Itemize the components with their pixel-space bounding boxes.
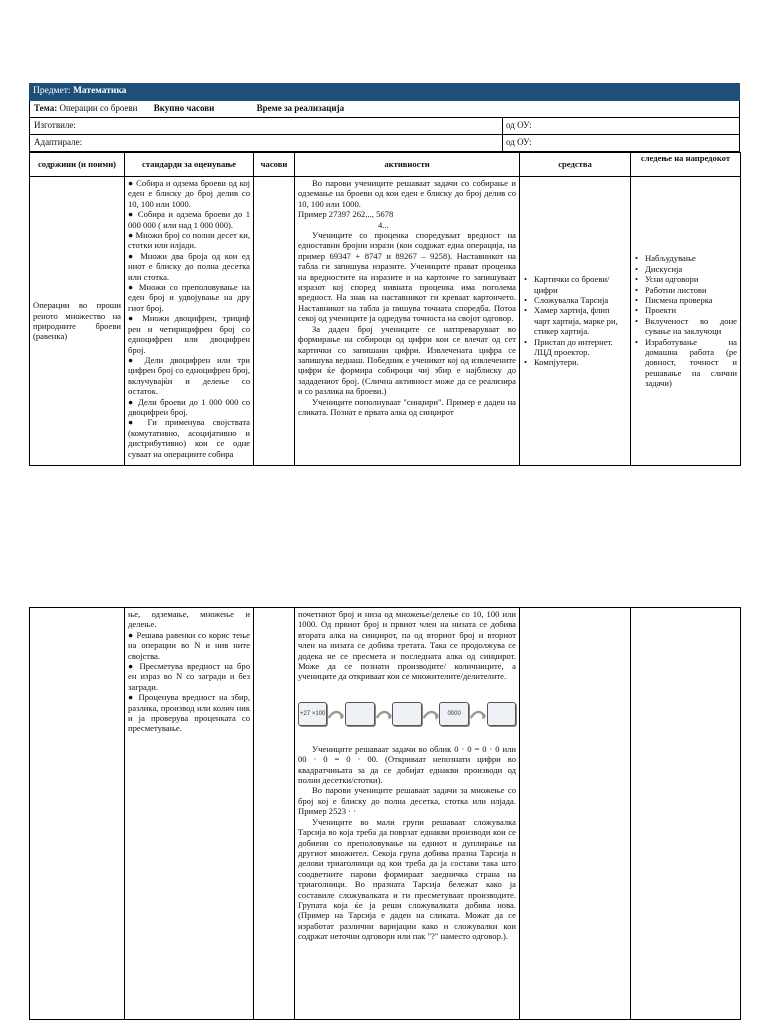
row-divider [502,117,503,135]
activity-paragraph: Во парови учениците решаваат задачи со собирање и одземање на броеви од кои еден е блиску до број делив со 10, 100 или 1000. [298,178,516,209]
resource-item: • Хамер хартија, флип чарт хартија, марке ри, стикер хартија. [534,305,627,336]
standard-item: ● Дели броеви до 1 000 000 со двоцифрен број. [128,396,250,417]
activity-example-cont: 4... [378,219,389,230]
standard-item: ● Решава равенки со корис тење на операции во N и нив ните својства. [128,629,250,661]
progress-item: • Проекти [645,305,737,315]
activity-example: Пример 27397 262..., 5678 [298,209,394,220]
standards-cell-continued [125,608,254,1020]
activity-paragraph: Во парови учениците решаваат задачи за множење со број кој е блиску до полна десетка, стотка или илјада. Пример 2523 · · [298,785,516,817]
col-header-activities: активности [295,153,520,177]
progress-item: • Изработување на домашна работа (ре довност, точност и решавање на слични задачи) [645,337,737,389]
chain-card: 0000 [439,702,468,726]
standard-item: ● Ги применува својствата (комутативно, асоцијативно и дистрибутивно) кои се одне суваат на операциите собира [128,417,250,459]
prepared-row [29,118,740,135]
activity-paragraph: Учениците решаваат задачи во облик 0 · 0 = 0 · 0 или 00 · 0 = 0 · 00. (Откриваат непознати цифри во квадратчињата за да се добијат еднакви производи од полни десетки/стотки). [298,743,516,786]
standard-item: ● Собира и одзема броеви од кој еден е блиску до број делив со 10, 100 или 1000. [128,178,250,209]
col-header-content: содржини (и поими) [30,153,125,177]
topic-row [29,101,740,118]
topic-label: Тема: [34,103,58,113]
total-hours-label: Вкупно часови [153,103,215,113]
chain-card [392,702,421,726]
resources-cell-continued [520,608,631,1020]
adapted-row [29,135,740,152]
standard-item: ● Множи двоцифрен, трициф рен и четирицифрен број со едноцифрен или двоцифрен број. [128,313,250,355]
subject-value: Математика [72,86,127,96]
topic-value: Операции со броеви [59,103,138,113]
table-body-row [30,177,741,466]
subject-header-bar [29,83,740,101]
activity-paragraph: Учениците во мали групи решаваат сложувалка Тарсија во која треба да поврзат еднакви производи кои се добиени со преполовување на едниот и дуплирање на другиот множител. Секоја група добива празна Тарсија и делови триаголници од кои треба да ја состави така што соодветните парови формираат заедничка страна на триаголници. Во празната Тарсија бележат како ја составиле сложувалката и ги пресметуваат производите. Групата која ќе ја реши сложувалката добива нова. (Пример на Тарсија е даден на сликата. Можат да се изработат различни варијации како и сложувалки кои содржат неточни одговори или пак "?" наместо одговор.). [298,816,516,942]
progress-cell-continued [631,608,741,1020]
standard-item: ● Проценува вредност на збир, разлика, производ или колич ник и ја проверува проценката со пресметување. [128,692,250,734]
curved-arrow-icon [375,705,393,723]
content-cell-continued [30,608,125,1020]
col-header-resources: средства [520,153,631,177]
progress-item: • Дискусија [645,264,737,274]
adapted-from-label: од ОУ: [506,137,532,147]
activity-paragraph: За даден број учениците се натпреваруваат во формирање на собироци од цифри кои се влечат од сет картички со запишани цифри. Извлечената цифра се запишува веднаш. Победник е ученикот кој од извлечените цифри ќе формира собироци чиј збир е најблиску до зададениот број. (Слична активност може да се реализира и со разлика на броеви.) [298,323,516,397]
standards-list-continued [128,630,250,734]
table-header-row [30,153,741,177]
content-cell: Операции во проши реното множество на природните броеви (равенка) [30,177,125,466]
progress-item: • Набљудување [645,253,737,263]
standard-item: ● Собира и одзема броеви до 1 000 000 ( или над 1 000 000). [128,209,250,230]
realization-label: Време за реализација [256,103,345,113]
col-header-standards: стандарди за оценување [125,153,254,177]
progress-cell [631,177,741,466]
resources-list [523,274,627,368]
col-header-hours: часови [254,153,295,177]
activities-cell [295,177,520,466]
row-divider [502,134,503,152]
activity-paragraph: Учениците со проценка споредуваат вредност на едноставни бројни изрази (кои содржат една операција, на пример 69347 + 8747 и 89267 – 9258). Наставникот на табла ги запишува изразите. Учениците прават проценка на вредностите на изразите и на картонче го запишуваат изразот кој според нивната проценка има поголема вредност. На знак на наставникот ги креваат картончето. Наставникот на табла ја пишува точната споредба. Потоа секој од учениците ја одредува точноста на својот одговор. [298,230,516,324]
subject-label: Предмет: [33,86,71,96]
plan-table-part1 [29,152,741,466]
standards-list [128,178,250,459]
activity-paragraph: Учениците пополнуваат "синџири". Пример е даден на сликата. Познат е првата алка од синџирот [298,396,516,417]
standard-item: ● Множи два броја од кои ед ниот е блиску до полна десетка или стотка. [128,250,250,282]
progress-item: • Усни одговори [645,274,737,284]
plan-table-part2 [29,607,741,1020]
curved-arrow-icon [422,705,440,723]
resource-item: • Картички со броеви/цифри [534,274,627,295]
standard-item: ● Множи број со полни десет ки, стотки или илјади. [128,230,250,251]
standard-item: ● Пресметува вредност на бро ен израз во N со загради и без загради. [128,661,250,692]
chain-card [487,702,516,726]
curved-arrow-icon [327,705,345,723]
standards-cell [125,177,254,466]
curved-arrow-icon [469,705,487,723]
activities-cell-continued [295,608,520,1020]
prepared-from-label: од ОУ: [506,120,532,130]
table-body-row-continued [30,608,741,1020]
standards-continued-text: ње, одземање, множење и делење. [128,609,250,630]
adapted-label: Адаптирале: [34,137,83,147]
standard-item: ● Множи со преполовување на еден број и удвојување на дру гиот број. [128,282,250,313]
progress-item: • Писмена проверка [645,295,737,305]
resource-item: • Компјутери. [534,357,627,367]
progress-item: • Работни листови [645,285,737,295]
col-header-progress: следење на напредокот [631,153,741,177]
chain-card [345,702,374,726]
progress-item: • Вклученост во доне сување на заклучоци [645,316,737,337]
chain-card: +27 ×100 [298,702,327,726]
prepared-label: Изготвиле: [34,120,76,130]
hours-cell [254,177,295,466]
progress-list [634,253,737,388]
chain-diagram [298,696,516,732]
activity-paragraph: почетниот број и низа од множење/делење со 10, 100 или 1000. Од првиот број и првиот член на низата се добива втората алка на синџирот, па од вториот број и вториот член на низата се добива третата. Така се продолжува се додека не се пресмета и последната алка од синџирот. Може да се познати производите/ количниците, а учениците да откриваат кои се множителите/делителите. [298,609,516,682]
hours-cell-continued [254,608,295,1020]
standard-item: ● Дели двоцифрен или три цифрен број со едноцифрен број, вклучувајќи и делење со остаток. [128,354,250,397]
resources-cell [520,177,631,466]
resource-item: • Сложувалка Тарсија [534,295,627,305]
resource-item: • Пристап до интернет. ЛЦД проектор. [534,337,627,358]
